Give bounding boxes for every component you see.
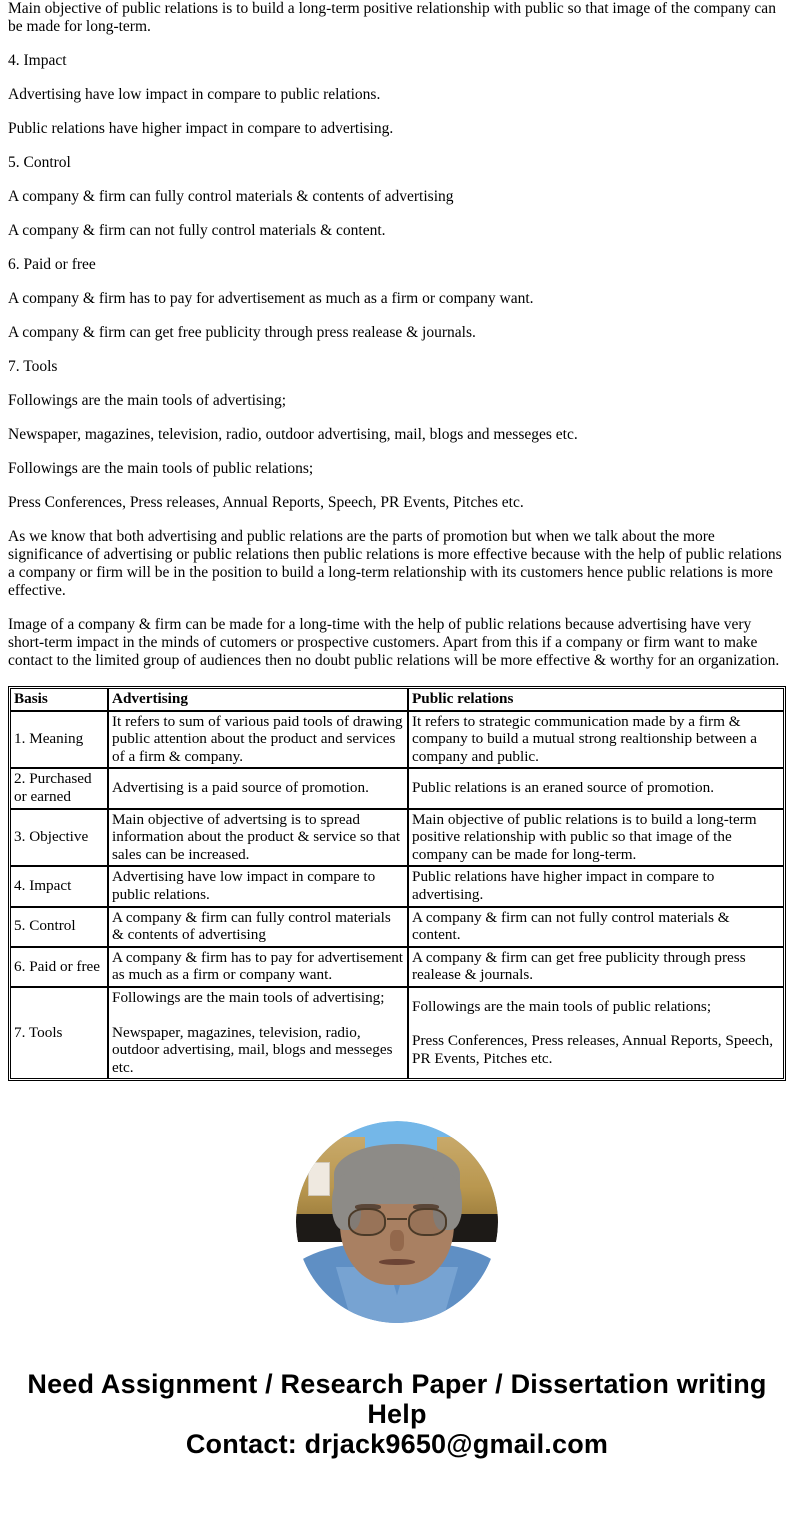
paragraph: Followings are the main tools of public relations; [8, 460, 314, 477]
cell-line: Newspaper, magazines, television, radio, outdoor advertising, mail, blogs and messeges etc. [112, 1023, 393, 1076]
paragraph: Newspaper, magazines, television, radio, outdoor advertising, mail, blogs and messeges etc. [8, 426, 578, 443]
section-heading-impact: 4. Impact [8, 52, 67, 69]
comparison-table [8, 686, 786, 1081]
avatar [296, 1121, 498, 1323]
paragraph: Advertising have low impact in compare to public relations. [8, 86, 381, 103]
avatar-block [8, 1121, 786, 1323]
cell-line: Press Conferences, Press releases, Annual Reports, Speech, PR Events, Pitches etc. [412, 1032, 774, 1067]
cell-advertising: A company & firm has to pay for advertisement as much as a firm or company want. [108, 947, 408, 987]
column-header-advertising: Advertising [108, 688, 408, 711]
cell-public-relations [408, 987, 784, 1079]
cell-advertising: Advertising is a paid source of promotion. [108, 768, 408, 808]
section-heading-paid-or-free: 6. Paid or free [8, 256, 96, 273]
footer [8, 1369, 786, 1459]
paragraph: Followings are the main tools of advertising; [8, 392, 287, 409]
cell-basis: 7. Tools [10, 987, 108, 1079]
cell-advertising [108, 987, 408, 1079]
cell-public-relations: It refers to strategic communication made by a firm & company to build a mutual strong realtionship between a company and public. [408, 711, 784, 769]
photo-eyeglass-left [348, 1208, 386, 1236]
document-body [8, 0, 786, 670]
cell-basis: 6. Paid or free [10, 947, 108, 987]
cell-basis: 2. Purchased or earned [10, 768, 108, 808]
table-row [10, 987, 784, 1079]
table-row [10, 866, 784, 906]
paragraph: A company & firm can not fully control materials & content. [8, 222, 386, 239]
table-row [10, 711, 784, 769]
photo-eyeglass-bridge [387, 1218, 407, 1220]
cell-basis: 5. Control [10, 907, 108, 947]
cell-basis: 1. Meaning [10, 711, 108, 769]
footer-contact: Contact: drjack9650@gmail.com [185, 1429, 609, 1460]
table-row [10, 809, 784, 867]
cell-advertising: Advertising have low impact in compare to public relations. [108, 866, 408, 906]
cell-public-relations: A company & firm can not fully control materials & content. [408, 907, 784, 947]
column-header-basis: Basis [10, 688, 108, 711]
cell-advertising: It refers to sum of various paid tools of drawing public attention about the product and services of a firm & company. [108, 711, 408, 769]
paragraph: A company & firm can get free publicity through press realease & journals. [8, 324, 476, 341]
cell-basis: 3. Objective [10, 809, 108, 867]
photo-nose [390, 1230, 404, 1250]
portrait-photo-icon [296, 1121, 498, 1323]
table-row [10, 947, 784, 987]
column-header-public-relations: Public relations [408, 688, 784, 711]
cell-public-relations: Main objective of public relations is to build a long-term positive relationship with public so that image of the company can be made for long-term. [408, 809, 784, 867]
paragraph: Image of a company & firm can be made for a long-time with the help of public relations because advertising have very short-term impact in the minds of cutomers or prospective customers. Apart from this if a company or firm want to make contact to the limited group of audiences then no doubt public relations will be more effective & worthy for an organization. [8, 616, 780, 669]
footer-headline: Need Assignment / Research Paper / Dissertation writing Help [27, 1369, 767, 1430]
table-row [10, 768, 784, 808]
cell-line: Followings are the main tools of advertising; [112, 988, 385, 1006]
photo-mouth [379, 1259, 415, 1265]
table-row [10, 907, 784, 947]
paragraph: Main objective of public relations is to build a long-term positive relationship with public so that image of the company can be made for long-term. [8, 0, 776, 35]
cell-advertising: Main objective of advertsing is to spread information about the product & service so that sales can be increased. [108, 809, 408, 867]
paragraph: Public relations have higher impact in compare to advertising. [8, 120, 394, 137]
paragraph: A company & firm has to pay for advertisement as much as a firm or company want. [8, 290, 534, 307]
footer-spacer [8, 1459, 786, 1497]
cell-public-relations: A company & firm can get free publicity through press realease & journals. [408, 947, 784, 987]
paragraph: Press Conferences, Press releases, Annual Reports, Speech, PR Events, Pitches etc. [8, 494, 524, 511]
cell-public-relations: Public relations is an eraned source of promotion. [408, 768, 784, 808]
comparison-table-wrapper [8, 686, 786, 1081]
paragraph: A company & firm can fully control materials & contents of advertising [8, 188, 454, 205]
cell-line: Followings are the main tools of public relations; [412, 997, 712, 1015]
cell-advertising: A company & firm can fully control materials & contents of advertising [108, 907, 408, 947]
section-heading-tools: 7. Tools [8, 358, 58, 375]
paragraph: As we know that both advertising and public relations are the parts of promotion but when we talk about the more significance of advertising or public relations then public relations is more effective because with the help of public relations a company or firm will be in the position to build a long-term relationship with its customers hence public relations is more effective. [8, 528, 782, 599]
cell-public-relations: Public relations have higher impact in compare to advertising. [408, 866, 784, 906]
section-heading-control: 5. Control [8, 154, 71, 171]
photo-eyeglass-right [408, 1208, 446, 1236]
photo-background-switchboard [308, 1162, 330, 1196]
table-header-row [10, 688, 784, 711]
cell-basis: 4. Impact [10, 866, 108, 906]
